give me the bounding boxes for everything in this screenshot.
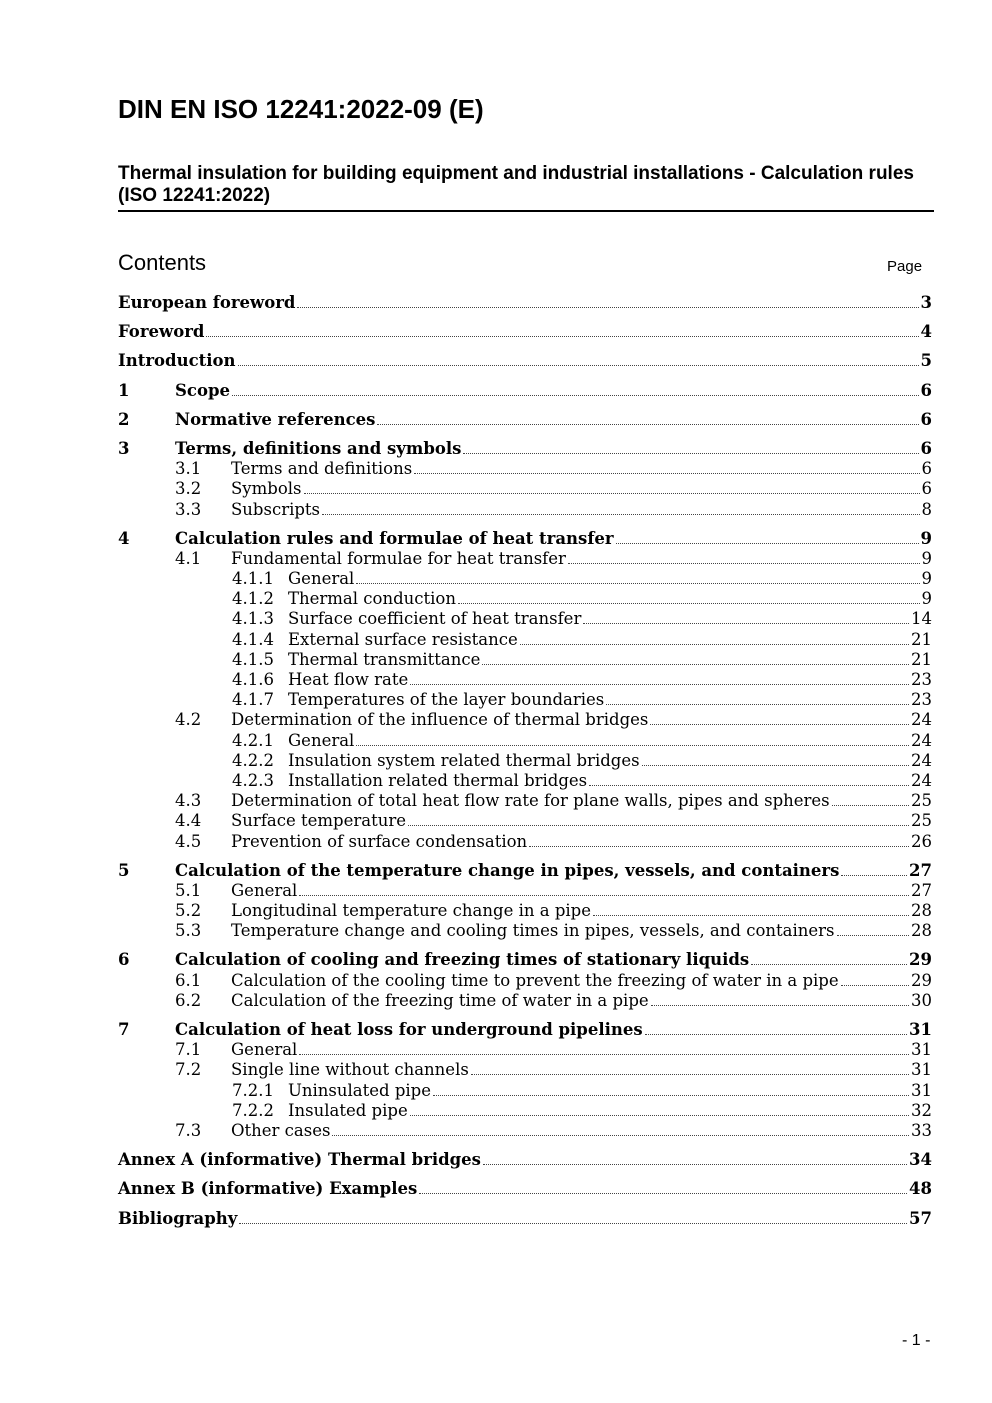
toc-entry-page: 21: [911, 629, 932, 649]
toc-entry-title: Other cases: [231, 1120, 331, 1140]
toc-entry-number: 3: [118, 438, 130, 458]
toc-entry[interactable]: [118, 881, 932, 901]
toc-entry-page: 8: [921, 499, 932, 519]
toc-dot-leader: [642, 765, 909, 766]
toc-entry-title: Temperatures of the layer boundaries: [288, 690, 605, 710]
toc-entry-title: Calculation of the temperature change in pipes, vessels, and containers: [175, 860, 840, 880]
toc-dot-leader: [356, 745, 909, 746]
toc-entry-page: 9: [921, 548, 932, 568]
toc-dot-leader: [377, 424, 918, 425]
toc-entry-title: Longitudinal temperature change in a pipe: [231, 901, 591, 921]
toc-entry-number: 5: [118, 860, 130, 880]
toc-entry-number: 5.2: [175, 901, 202, 921]
toc-dot-leader: [841, 985, 909, 986]
toc-dot-leader: [414, 473, 919, 474]
toc-dot-leader: [332, 1135, 909, 1136]
toc-dot-leader: [837, 935, 910, 936]
toc-dot-leader: [356, 583, 919, 584]
toc-entry-number: 4.4: [175, 811, 202, 831]
toc-entry-title: Scope: [175, 380, 231, 400]
toc-entry-page: 29: [909, 950, 932, 970]
toc-entry[interactable]: [118, 529, 932, 549]
page-number: - 1 -: [902, 1332, 931, 1349]
toc-entry-number: 5.3: [175, 921, 202, 941]
toc-entry-title: Calculation of the cooling time to prevent the freezing of water in a pipe: [231, 970, 839, 990]
title-divider: [118, 210, 934, 212]
toc-entry-page: 21: [911, 649, 932, 669]
toc-entry-number: 4.1: [175, 548, 202, 568]
toc-entry-page: 30: [911, 990, 932, 1010]
toc-entry-page: 26: [911, 831, 932, 851]
toc-entry-page: 9: [921, 569, 932, 589]
toc-entry-title: Determination of the influence of thermal bridges: [231, 710, 649, 730]
toc-entry[interactable]: [118, 1209, 932, 1229]
toc-entry-page: 6: [920, 380, 932, 400]
toc-entry-number: 4.3: [175, 791, 202, 811]
toc-entry[interactable]: [118, 439, 932, 459]
toc-entry[interactable]: [118, 410, 932, 430]
toc-entry-title: Installation related thermal bridges: [288, 770, 588, 790]
toc-entry-number: 3.2: [175, 479, 202, 499]
toc-dot-leader: [520, 644, 909, 645]
toc-entry-number: 4.1.5: [232, 649, 274, 669]
toc-entry[interactable]: [118, 630, 932, 650]
toc-entry-number: 6: [118, 950, 130, 970]
toc-entry-page: 29: [911, 970, 932, 990]
toc-entry-page: 14: [911, 609, 932, 629]
toc-dot-leader: [645, 1034, 907, 1035]
contents-heading: Contents: [118, 250, 207, 275]
toc-entry-title: Temperature change and cooling times in pipes, vessels, and containers: [231, 921, 835, 941]
toc-entry-page: 28: [911, 921, 932, 941]
toc-dot-leader: [606, 704, 909, 705]
toc-entry[interactable]: [118, 971, 932, 991]
toc-entry-title: Calculation of the freezing time of water in a pipe: [231, 990, 649, 1010]
toc-entry[interactable]: [118, 1101, 932, 1121]
toc-entry-number: 7.3: [175, 1120, 202, 1140]
toc-entry-page: 48: [909, 1179, 932, 1199]
toc-entry-title: Surface temperature: [231, 811, 407, 831]
toc-entry[interactable]: [118, 751, 932, 771]
document-subtitle: Thermal insulation for building equipment and industrial installations - Calculation rules (ISO 12241:2022): [118, 163, 914, 206]
toc-entry-title: Terms and definitions: [231, 459, 413, 479]
toc-dot-leader: [304, 493, 920, 494]
toc-entry-title: General: [288, 730, 355, 750]
toc-entry-page: 23: [911, 690, 932, 710]
toc-entry[interactable]: [118, 811, 932, 831]
toc-entry-number: 4.2.1: [232, 730, 274, 750]
toc-entry[interactable]: [118, 609, 932, 629]
toc-entry-title: General: [231, 1040, 298, 1060]
toc-dot-leader: [832, 805, 909, 806]
toc-entry-page: 6: [921, 479, 932, 499]
toc-entry[interactable]: [118, 459, 932, 479]
toc-entry-page: 6: [920, 409, 932, 429]
toc-entry-title: Calculation rules and formulae of heat transfer: [175, 528, 614, 548]
toc-dot-leader: [239, 1223, 907, 1224]
toc-entry[interactable]: [118, 1081, 932, 1101]
toc-entry[interactable]: [118, 901, 932, 921]
toc-entry-title: Bibliography: [118, 1208, 238, 1228]
toc-entry-number: 4.2.2: [232, 750, 274, 770]
toc-entry-title: Foreword: [118, 322, 205, 342]
toc-entry-title: Surface coefficient of heat transfer: [288, 609, 582, 629]
toc-entry-number: 1: [118, 380, 130, 400]
toc-entry[interactable]: [118, 832, 932, 852]
toc-entry-title: Symbols: [231, 479, 302, 499]
toc-entry[interactable]: [118, 731, 932, 751]
toc-dot-leader: [232, 395, 919, 396]
toc-entry-page: 5: [920, 351, 932, 371]
toc-dot-leader: [568, 563, 920, 564]
page-column-label: Page: [887, 258, 923, 275]
toc-entry-title: Thermal conduction: [288, 589, 456, 609]
toc-dot-leader: [322, 514, 919, 515]
toc-entry-number: 7.1: [175, 1040, 202, 1060]
toc-entry-number: 6.1: [175, 970, 202, 990]
toc-dot-leader: [299, 895, 909, 896]
toc-entry-title: Fundamental formulae for heat transfer: [231, 548, 566, 568]
toc-entry-title: Prevention of surface condensation: [231, 831, 528, 851]
toc-dot-leader: [841, 875, 907, 876]
toc-entry-title: General: [231, 880, 298, 900]
toc-entry[interactable]: [118, 1040, 932, 1060]
toc-entry-number: 4.5: [175, 831, 202, 851]
toc-entry[interactable]: [118, 950, 932, 970]
toc-entry-title: Normative references: [175, 409, 376, 429]
toc-entry[interactable]: [118, 690, 932, 710]
toc-entry-number: 6.2: [175, 990, 202, 1010]
toc-entry-page: 25: [911, 811, 932, 831]
toc-entry[interactable]: [118, 322, 932, 342]
toc-dot-leader: [482, 664, 909, 665]
toc-entry-number: 4.2.3: [232, 770, 274, 790]
toc-entry-number: 4: [118, 528, 130, 548]
toc-entry-page: 9: [921, 589, 932, 609]
toc-entry-page: 31: [909, 1020, 932, 1039]
toc-entry[interactable]: [118, 710, 932, 730]
toc-dot-leader: [751, 964, 907, 965]
toc-dot-leader: [483, 1164, 907, 1165]
toc-entry[interactable]: [118, 1060, 932, 1080]
toc-entry-title: Introduction: [118, 351, 236, 371]
toc-dot-leader: [589, 785, 909, 786]
toc-entry-number: 2: [118, 409, 130, 429]
toc-dot-leader: [206, 336, 918, 337]
toc-entry-number: 7: [118, 1020, 130, 1039]
toc-entry-number: 3.3: [175, 499, 202, 519]
toc-entry[interactable]: [118, 650, 932, 670]
toc-entry-page: 4: [920, 322, 932, 342]
toc-entry-title: Uninsulated pipe: [288, 1080, 432, 1100]
toc-entry-title: General: [288, 569, 355, 589]
toc-dot-leader: [651, 1005, 909, 1006]
toc-dot-leader: [419, 1193, 907, 1194]
toc-entry[interactable]: [118, 1179, 932, 1199]
toc-dot-leader: [238, 365, 919, 366]
toc-entry-title: Heat flow rate: [288, 670, 409, 689]
toc-entry-title: Insulation system related thermal bridges: [288, 750, 640, 770]
toc-entry-title: Annex A (informative) Thermal bridges: [118, 1150, 481, 1170]
toc-entry[interactable]: [118, 991, 932, 1011]
toc-entry-page: 31: [911, 1060, 932, 1080]
toc-entry[interactable]: [118, 479, 932, 499]
toc-entry-page: 31: [911, 1080, 932, 1100]
toc-dot-leader: [433, 1095, 909, 1096]
toc-entry[interactable]: [118, 921, 932, 941]
toc-dot-leader: [410, 1115, 909, 1116]
toc-entry-number: 4.1.7: [232, 690, 274, 710]
toc-entry-page: 6: [920, 438, 932, 458]
toc-entry-number: 7.2.1: [232, 1080, 274, 1100]
toc-entry-title: Insulated pipe: [288, 1100, 408, 1120]
toc-entry-number: 3.1: [175, 459, 202, 479]
toc-entry[interactable]: [118, 1150, 932, 1170]
toc-entry-page: 24: [911, 710, 932, 730]
toc-entry-page: 27: [909, 860, 932, 880]
toc-entry-title: Single line without channels: [231, 1060, 469, 1080]
toc-dot-leader: [583, 623, 909, 624]
toc-dot-leader: [297, 307, 918, 308]
toc-entry-title: Determination of total heat flow rate for plane walls, pipes and spheres: [231, 791, 830, 811]
toc-entry-page: 33: [911, 1120, 932, 1140]
toc-entry-number: 4.1.3: [232, 609, 274, 629]
toc-dot-leader: [408, 825, 909, 826]
toc-entry-page: 23: [911, 670, 932, 689]
toc-entry[interactable]: [118, 861, 932, 881]
toc-dot-leader: [650, 724, 909, 725]
toc-entry[interactable]: [118, 1020, 932, 1040]
toc-entry-title: European foreword: [118, 293, 296, 312]
toc-entry-page: 3: [920, 293, 932, 312]
toc-entry-title: Thermal transmittance: [288, 649, 481, 669]
toc-entry-page: 31: [911, 1040, 932, 1060]
toc-entry-page: 25: [911, 791, 932, 811]
toc-entry-page: 24: [911, 750, 932, 770]
toc-entry[interactable]: [118, 549, 932, 569]
toc-entry-page: 9: [920, 528, 932, 548]
toc-entry-title: Subscripts: [231, 499, 321, 519]
toc-entry[interactable]: [118, 771, 932, 791]
toc-entry-page: 24: [911, 730, 932, 750]
toc-entry[interactable]: [118, 791, 932, 811]
toc-entry-number: 7.2.2: [232, 1100, 274, 1120]
toc-entry-number: 4.1.2: [232, 589, 274, 609]
toc-entry-number: 5.1: [175, 880, 202, 900]
toc-dot-leader: [529, 846, 909, 847]
toc-dot-leader: [299, 1054, 909, 1055]
toc-entry-title: External surface resistance: [288, 629, 518, 649]
toc-entry-title: Annex B (informative) Examples: [118, 1179, 418, 1199]
toc-entry-title: Calculation of heat loss for underground pipelines: [175, 1020, 643, 1039]
toc-entry[interactable]: [118, 589, 932, 609]
toc-entry-number: 4.1.6: [232, 670, 274, 689]
toc-entry-page: 34: [909, 1150, 932, 1170]
toc-entry[interactable]: [118, 293, 932, 313]
toc-entry-page: 32: [911, 1100, 932, 1120]
toc-entry[interactable]: [118, 500, 932, 520]
toc-entry-page: 28: [911, 901, 932, 921]
document-title: DIN EN ISO 12241:2022-09 (E): [118, 94, 484, 124]
toc-dot-leader: [410, 684, 909, 685]
toc-entry-number: 4.1.1: [232, 569, 274, 589]
toc-dot-leader: [471, 1074, 909, 1075]
toc-entry-title: Calculation of cooling and freezing times of stationary liquids: [175, 950, 750, 970]
toc-entry-number: 4.1.4: [232, 629, 274, 649]
toc-entry[interactable]: [118, 670, 932, 690]
toc-entry-page: 27: [911, 880, 932, 900]
toc-dot-leader: [463, 453, 918, 454]
toc-entry-page: 24: [911, 770, 932, 790]
toc-entry[interactable]: [118, 1121, 932, 1141]
toc-entry-number: 4.2: [175, 710, 202, 730]
table-of-contents: [118, 293, 932, 1229]
toc-entry-page: 6: [921, 459, 932, 479]
toc-entry[interactable]: [118, 381, 932, 401]
toc-entry-title: Terms, definitions and symbols: [175, 438, 462, 458]
toc-entry[interactable]: [118, 569, 932, 589]
toc-entry-number: 7.2: [175, 1060, 202, 1080]
toc-entry[interactable]: [118, 351, 932, 371]
toc-dot-leader: [616, 543, 919, 544]
toc-entry-page: 57: [909, 1208, 932, 1228]
toc-dot-leader: [593, 915, 909, 916]
toc-dot-leader: [458, 603, 920, 604]
